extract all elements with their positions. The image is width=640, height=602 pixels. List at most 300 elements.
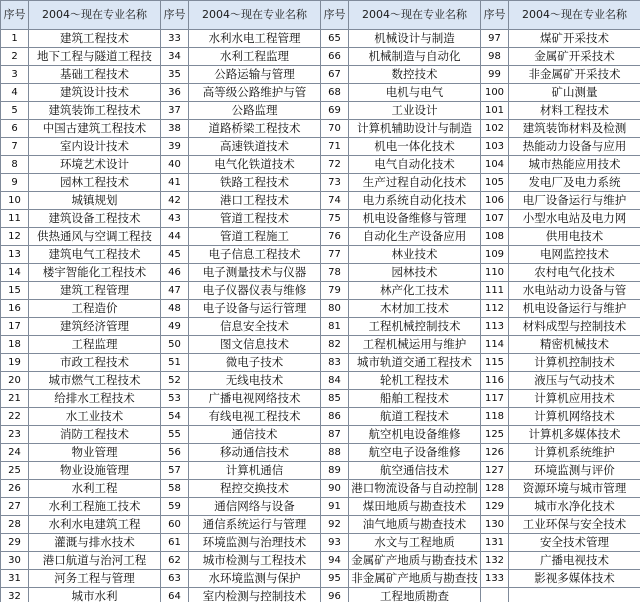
major-name-cell xyxy=(29,354,161,372)
major-name-cell xyxy=(29,588,161,602)
major-number-cell: 96 xyxy=(321,588,349,602)
major-number-cell: 63 xyxy=(161,570,189,588)
major-number-cell: 27 xyxy=(1,498,29,516)
major-number-cell: 81 xyxy=(321,318,349,336)
major-number-cell: 22 xyxy=(1,408,29,426)
major-name-text: 水利水电建筑工程 xyxy=(48,517,141,531)
major-name-text: 水环境监测与保护 xyxy=(208,571,301,585)
major-name-text: 港口物流设备与自动控制 xyxy=(351,481,478,495)
major-name-text: 环境监测与评价 xyxy=(534,463,615,477)
major-name-text: 航道工程技术 xyxy=(380,409,449,423)
major-number-cell: 14 xyxy=(1,264,29,282)
major-number-cell: 15 xyxy=(1,282,29,300)
major-name-text: 发电厂及电力系统 xyxy=(528,175,621,189)
major-number-cell: 36 xyxy=(161,84,189,102)
major-name-text: 园林技术 xyxy=(391,265,438,279)
major-name-text: 建筑经济管理 xyxy=(60,319,129,333)
table-row xyxy=(1,498,640,516)
major-name-cell xyxy=(349,354,481,372)
major-number-cell: 130 xyxy=(481,516,509,534)
major-number-cell: 9 xyxy=(1,174,29,192)
major-name-cell xyxy=(29,174,161,192)
major-name-cell xyxy=(189,570,321,588)
table-row xyxy=(1,408,640,426)
major-name-cell xyxy=(509,588,640,602)
table-row xyxy=(1,102,640,120)
major-name-cell xyxy=(509,210,640,228)
major-name-cell xyxy=(349,498,481,516)
major-name-cell xyxy=(509,84,640,102)
major-number-cell: 48 xyxy=(161,300,189,318)
major-name-text: 机电设备运行与维护 xyxy=(522,301,627,315)
major-name-text: 程控交换技术 xyxy=(220,481,289,495)
major-name-cell xyxy=(509,48,640,66)
major-name-cell xyxy=(509,138,640,156)
major-number-cell: 64 xyxy=(161,588,189,602)
major-name-text: 金属矿开采技术 xyxy=(534,49,615,63)
major-name-cell xyxy=(509,354,640,372)
major-name-cell xyxy=(349,588,481,602)
major-name-cell xyxy=(509,372,640,390)
major-name-cell xyxy=(29,66,161,84)
major-name-text: 铁路工程技术 xyxy=(220,175,289,189)
major-name-text: 林产化工技术 xyxy=(380,283,449,297)
major-name-cell xyxy=(29,138,161,156)
major-name-cell xyxy=(29,192,161,210)
major-number-cell: 56 xyxy=(161,444,189,462)
major-name-text: 公路运输与管理 xyxy=(214,67,295,81)
major-name-cell xyxy=(189,48,321,66)
major-name-cell xyxy=(29,408,161,426)
major-name-text: 移动通信技术 xyxy=(220,445,289,459)
major-name-cell xyxy=(509,300,640,318)
major-number-cell: 4 xyxy=(1,84,29,102)
major-name-cell xyxy=(349,300,481,318)
major-name-cell xyxy=(509,516,640,534)
major-name-text: 给排水工程技术 xyxy=(54,391,135,405)
major-number-cell: 59 xyxy=(161,498,189,516)
major-name-text: 小型水电站及电力网 xyxy=(522,211,627,225)
major-number-cell: 62 xyxy=(161,552,189,570)
table-row xyxy=(1,336,640,354)
major-name-text: 建筑工程技术 xyxy=(60,31,129,45)
major-name-text: 城镇规划 xyxy=(71,193,118,207)
major-name-cell xyxy=(509,570,640,588)
major-number-cell: 68 xyxy=(321,84,349,102)
major-name-text: 精密机械技术 xyxy=(540,337,609,351)
major-number-cell: 86 xyxy=(321,408,349,426)
major-number-cell: 77 xyxy=(321,246,349,264)
major-name-cell xyxy=(349,48,481,66)
major-name-cell xyxy=(349,156,481,174)
major-number-cell xyxy=(481,588,509,602)
major-name-cell xyxy=(509,30,640,48)
major-name-text: 航空电子设备维修 xyxy=(368,445,461,459)
table-row xyxy=(1,120,640,138)
major-name-cell xyxy=(349,570,481,588)
major-number-cell: 91 xyxy=(321,498,349,516)
major-number-cell: 107 xyxy=(481,210,509,228)
major-name-cell xyxy=(349,318,481,336)
column-header-number: 序号 xyxy=(321,1,349,30)
major-name-text: 水利工程 xyxy=(71,481,118,495)
major-name-cell xyxy=(189,84,321,102)
major-name-cell xyxy=(189,300,321,318)
table-row xyxy=(1,228,640,246)
table-row xyxy=(1,264,640,282)
major-name-text: 自动化生产设备应用 xyxy=(362,229,467,243)
major-number-cell: 100 xyxy=(481,84,509,102)
major-number-cell: 47 xyxy=(161,282,189,300)
major-name-text: 建筑设备工程技术 xyxy=(48,211,141,225)
major-number-cell: 8 xyxy=(1,156,29,174)
major-name-text: 矿山测量 xyxy=(551,85,598,99)
major-name-text: 通信系统运行与管理 xyxy=(202,517,307,531)
major-name-cell xyxy=(509,408,640,426)
major-name-text: 生产过程自动化技术 xyxy=(362,175,467,189)
major-name-text: 计算机网络技术 xyxy=(534,409,615,423)
major-number-cell: 126 xyxy=(481,444,509,462)
major-name-text: 电网监控技术 xyxy=(540,247,609,261)
major-name-cell xyxy=(349,426,481,444)
major-name-cell xyxy=(29,48,161,66)
major-name-text: 楼宇智能化工程技术 xyxy=(42,265,147,279)
major-name-text: 地下工程与隧道工程技 xyxy=(37,49,152,63)
major-name-text: 船舶工程技术 xyxy=(380,391,449,405)
table-row xyxy=(1,444,640,462)
major-name-cell xyxy=(349,138,481,156)
major-name-text: 计算机控制技术 xyxy=(534,355,615,369)
table-row xyxy=(1,30,640,48)
major-name-cell xyxy=(349,246,481,264)
major-name-cell xyxy=(509,534,640,552)
major-name-cell xyxy=(349,462,481,480)
major-number-cell: 82 xyxy=(321,336,349,354)
major-name-cell xyxy=(509,552,640,570)
major-name-text: 建筑装饰材料及检测 xyxy=(522,121,627,135)
major-name-text: 金属矿产地质与勘查技术 xyxy=(351,553,478,567)
major-name-text: 通信技术 xyxy=(231,427,278,441)
major-name-text: 计算机应用技术 xyxy=(534,391,615,405)
major-name-text: 城市水利 xyxy=(71,589,118,602)
major-number-cell: 55 xyxy=(161,426,189,444)
major-name-cell xyxy=(189,210,321,228)
major-name-cell xyxy=(29,516,161,534)
major-number-cell: 19 xyxy=(1,354,29,372)
major-number-cell: 65 xyxy=(321,30,349,48)
major-number-cell: 88 xyxy=(321,444,349,462)
major-number-cell: 40 xyxy=(161,156,189,174)
major-name-cell xyxy=(29,156,161,174)
major-name-text: 市政工程技术 xyxy=(60,355,129,369)
column-header-number: 序号 xyxy=(161,1,189,30)
major-number-cell: 127 xyxy=(481,462,509,480)
major-number-cell: 97 xyxy=(481,30,509,48)
major-name-cell xyxy=(509,480,640,498)
major-name-cell xyxy=(509,336,640,354)
major-name-cell xyxy=(29,300,161,318)
major-number-cell: 106 xyxy=(481,192,509,210)
major-name-text: 管道工程施工 xyxy=(220,229,289,243)
major-name-cell xyxy=(29,372,161,390)
major-name-text: 非金属矿开采技术 xyxy=(528,67,621,81)
major-number-cell: 110 xyxy=(481,264,509,282)
major-number-cell: 53 xyxy=(161,390,189,408)
major-number-cell: 80 xyxy=(321,300,349,318)
major-name-text: 工程机械运用与维护 xyxy=(362,337,467,351)
major-name-text: 电子仪器仪表与维修 xyxy=(202,283,307,297)
major-number-cell: 69 xyxy=(321,102,349,120)
major-number-cell: 61 xyxy=(161,534,189,552)
major-name-cell xyxy=(509,498,640,516)
major-name-text: 电子测量技术与仪器 xyxy=(202,265,307,279)
major-name-text: 水利工程监理 xyxy=(220,49,289,63)
major-number-cell: 111 xyxy=(481,282,509,300)
major-name-text: 室内设计技术 xyxy=(60,139,129,153)
major-name-cell xyxy=(29,570,161,588)
major-name-text: 机电一体化技术 xyxy=(374,139,455,153)
table-row xyxy=(1,138,640,156)
table-row xyxy=(1,174,640,192)
major-name-cell xyxy=(189,516,321,534)
major-name-cell xyxy=(349,408,481,426)
major-name-text: 机电设备维修与管理 xyxy=(362,211,467,225)
major-number-cell: 34 xyxy=(161,48,189,66)
major-name-text: 工业设计 xyxy=(391,103,438,117)
major-number-cell: 35 xyxy=(161,66,189,84)
major-name-cell xyxy=(189,462,321,480)
major-number-cell: 29 xyxy=(1,534,29,552)
major-name-cell xyxy=(509,264,640,282)
major-name-text: 港口航道与治河工程 xyxy=(42,553,147,567)
major-name-text: 城市热能应用技术 xyxy=(528,157,621,171)
major-number-cell: 112 xyxy=(481,300,509,318)
major-name-text: 电气自动化技术 xyxy=(374,157,455,171)
major-name-cell xyxy=(349,264,481,282)
major-number-cell: 12 xyxy=(1,228,29,246)
major-name-text: 无线电技术 xyxy=(225,373,284,387)
major-name-cell xyxy=(189,156,321,174)
table-row xyxy=(1,426,640,444)
major-name-text: 高等级公路维护与管 xyxy=(202,85,307,99)
major-number-cell: 104 xyxy=(481,156,509,174)
table-row xyxy=(1,372,640,390)
major-number-cell: 85 xyxy=(321,390,349,408)
major-number-cell: 117 xyxy=(481,390,509,408)
major-number-cell: 20 xyxy=(1,372,29,390)
major-name-text: 机械设计与制造 xyxy=(374,31,455,45)
major-name-text: 水文与工程地质 xyxy=(374,535,455,549)
major-name-text: 工程监理 xyxy=(71,337,118,351)
major-number-cell: 50 xyxy=(161,336,189,354)
major-number-cell: 95 xyxy=(321,570,349,588)
major-number-cell: 87 xyxy=(321,426,349,444)
major-name-cell xyxy=(349,228,481,246)
table-row xyxy=(1,48,640,66)
major-name-cell xyxy=(189,552,321,570)
column-header-number: 序号 xyxy=(1,1,29,30)
major-name-text: 环境监测与治理技术 xyxy=(202,535,307,549)
major-name-cell xyxy=(349,282,481,300)
major-name-cell xyxy=(189,246,321,264)
major-name-cell xyxy=(349,192,481,210)
major-number-cell: 41 xyxy=(161,174,189,192)
major-name-text: 建筑装饰工程技术 xyxy=(48,103,141,117)
major-name-cell xyxy=(29,318,161,336)
major-name-text: 管道工程技术 xyxy=(220,211,289,225)
major-name-text: 热能动力设备与应用 xyxy=(522,139,627,153)
table-body xyxy=(1,30,640,602)
major-name-text: 煤矿开采技术 xyxy=(540,31,609,45)
major-number-cell: 67 xyxy=(321,66,349,84)
major-name-cell xyxy=(189,390,321,408)
major-name-text: 信息安全技术 xyxy=(220,319,289,333)
major-name-text: 有线电视工程技术 xyxy=(208,409,301,423)
major-number-cell: 102 xyxy=(481,120,509,138)
major-name-text: 消防工程技术 xyxy=(60,427,129,441)
major-number-cell: 75 xyxy=(321,210,349,228)
major-name-text: 建筑设计技术 xyxy=(60,85,129,99)
major-number-cell: 52 xyxy=(161,372,189,390)
major-name-text: 河务工程与管理 xyxy=(54,571,135,585)
major-number-cell: 94 xyxy=(321,552,349,570)
major-name-text: 安全技术管理 xyxy=(540,535,609,549)
table-row xyxy=(1,246,640,264)
major-name-cell xyxy=(349,444,481,462)
major-number-cell: 118 xyxy=(481,408,509,426)
major-name-text: 计算机系统维护 xyxy=(534,445,615,459)
major-name-cell xyxy=(349,210,481,228)
major-number-cell: 74 xyxy=(321,192,349,210)
major-name-cell xyxy=(509,426,640,444)
table-row xyxy=(1,300,640,318)
major-name-cell xyxy=(509,282,640,300)
major-name-text: 工业环保与安全技术 xyxy=(522,517,627,531)
major-name-text: 建筑电气工程技术 xyxy=(48,247,141,261)
major-name-cell xyxy=(189,354,321,372)
major-name-text: 园林工程技术 xyxy=(60,175,129,189)
major-number-cell: 42 xyxy=(161,192,189,210)
major-number-cell: 105 xyxy=(481,174,509,192)
table-row xyxy=(1,318,640,336)
table-row xyxy=(1,192,640,210)
table-row xyxy=(1,534,640,552)
major-name-text: 非金属矿产地质与勘查技 xyxy=(351,571,478,585)
major-number-cell: 31 xyxy=(1,570,29,588)
major-name-cell xyxy=(509,228,640,246)
major-name-cell xyxy=(29,534,161,552)
major-name-text: 材料成型与控制技术 xyxy=(522,319,627,333)
major-number-cell: 7 xyxy=(1,138,29,156)
major-name-text: 灌溉与排水技术 xyxy=(54,535,135,549)
major-name-text: 影视多媒体技术 xyxy=(534,571,615,585)
major-name-cell xyxy=(29,84,161,102)
major-name-text: 电机与电气 xyxy=(385,85,444,99)
major-name-text: 供热通风与空调工程技 xyxy=(37,229,152,243)
major-name-text: 道路桥梁工程技术 xyxy=(208,121,301,135)
major-name-cell xyxy=(509,102,640,120)
major-name-text: 港口工程技术 xyxy=(220,193,289,207)
major-name-text: 微电子技术 xyxy=(225,355,284,369)
major-name-cell xyxy=(29,462,161,480)
major-name-text: 煤田地质与勘查技术 xyxy=(362,499,467,513)
major-name-text: 电力系统自动化技术 xyxy=(362,193,467,207)
column-header-number: 序号 xyxy=(481,1,509,30)
major-name-text: 城市检测与工程技术 xyxy=(202,553,307,567)
major-number-cell: 114 xyxy=(481,336,509,354)
major-number-cell: 45 xyxy=(161,246,189,264)
major-name-text: 资源环境与城市管理 xyxy=(522,481,627,495)
major-name-text: 液压与气动技术 xyxy=(534,373,615,387)
major-name-text: 计算机多媒体技术 xyxy=(528,427,621,441)
major-name-cell xyxy=(29,120,161,138)
major-name-text: 城市燃气工程技术 xyxy=(48,373,141,387)
major-name-cell xyxy=(189,408,321,426)
major-number-cell: 116 xyxy=(481,372,509,390)
table-row xyxy=(1,588,640,602)
major-name-cell xyxy=(189,588,321,602)
major-number-cell: 46 xyxy=(161,264,189,282)
major-name-cell xyxy=(189,480,321,498)
major-name-text: 电气化铁道技术 xyxy=(214,157,295,171)
table-row xyxy=(1,462,640,480)
major-number-cell: 128 xyxy=(481,480,509,498)
table-row xyxy=(1,516,640,534)
major-name-cell xyxy=(349,336,481,354)
major-number-cell: 5 xyxy=(1,102,29,120)
major-number-cell: 3 xyxy=(1,66,29,84)
table-row xyxy=(1,156,640,174)
major-name-cell xyxy=(29,30,161,48)
major-number-cell: 83 xyxy=(321,354,349,372)
major-name-text: 林业技术 xyxy=(391,247,438,261)
major-number-cell: 92 xyxy=(321,516,349,534)
major-number-cell: 98 xyxy=(481,48,509,66)
major-number-cell: 17 xyxy=(1,318,29,336)
major-number-cell: 2 xyxy=(1,48,29,66)
major-name-cell xyxy=(29,336,161,354)
major-number-cell: 78 xyxy=(321,264,349,282)
major-number-cell: 10 xyxy=(1,192,29,210)
major-name-text: 水电站动力设备与管 xyxy=(522,283,627,297)
major-number-cell: 16 xyxy=(1,300,29,318)
major-number-cell: 113 xyxy=(481,318,509,336)
major-name-cell xyxy=(29,426,161,444)
major-name-cell xyxy=(189,192,321,210)
major-name-text: 物业管理 xyxy=(71,445,118,459)
table-row xyxy=(1,84,640,102)
major-name-text: 农村电气化技术 xyxy=(534,265,615,279)
major-name-text: 中国古建筑工程技术 xyxy=(42,121,147,135)
major-number-cell: 90 xyxy=(321,480,349,498)
column-header-name: 2004～现在专业名称 xyxy=(189,1,321,30)
major-number-cell: 28 xyxy=(1,516,29,534)
major-number-cell: 1 xyxy=(1,30,29,48)
major-number-cell: 13 xyxy=(1,246,29,264)
major-number-cell: 43 xyxy=(161,210,189,228)
major-name-text: 广播电视网络技术 xyxy=(208,391,301,405)
major-number-cell: 18 xyxy=(1,336,29,354)
major-name-text: 计算机辅助设计与制造 xyxy=(357,121,472,135)
major-name-cell xyxy=(349,30,481,48)
major-name-cell xyxy=(29,552,161,570)
table-row xyxy=(1,354,640,372)
major-number-cell: 71 xyxy=(321,138,349,156)
major-number-cell: 23 xyxy=(1,426,29,444)
major-number-cell: 30 xyxy=(1,552,29,570)
major-name-text: 电子信息工程技术 xyxy=(208,247,301,261)
major-number-cell: 99 xyxy=(481,66,509,84)
